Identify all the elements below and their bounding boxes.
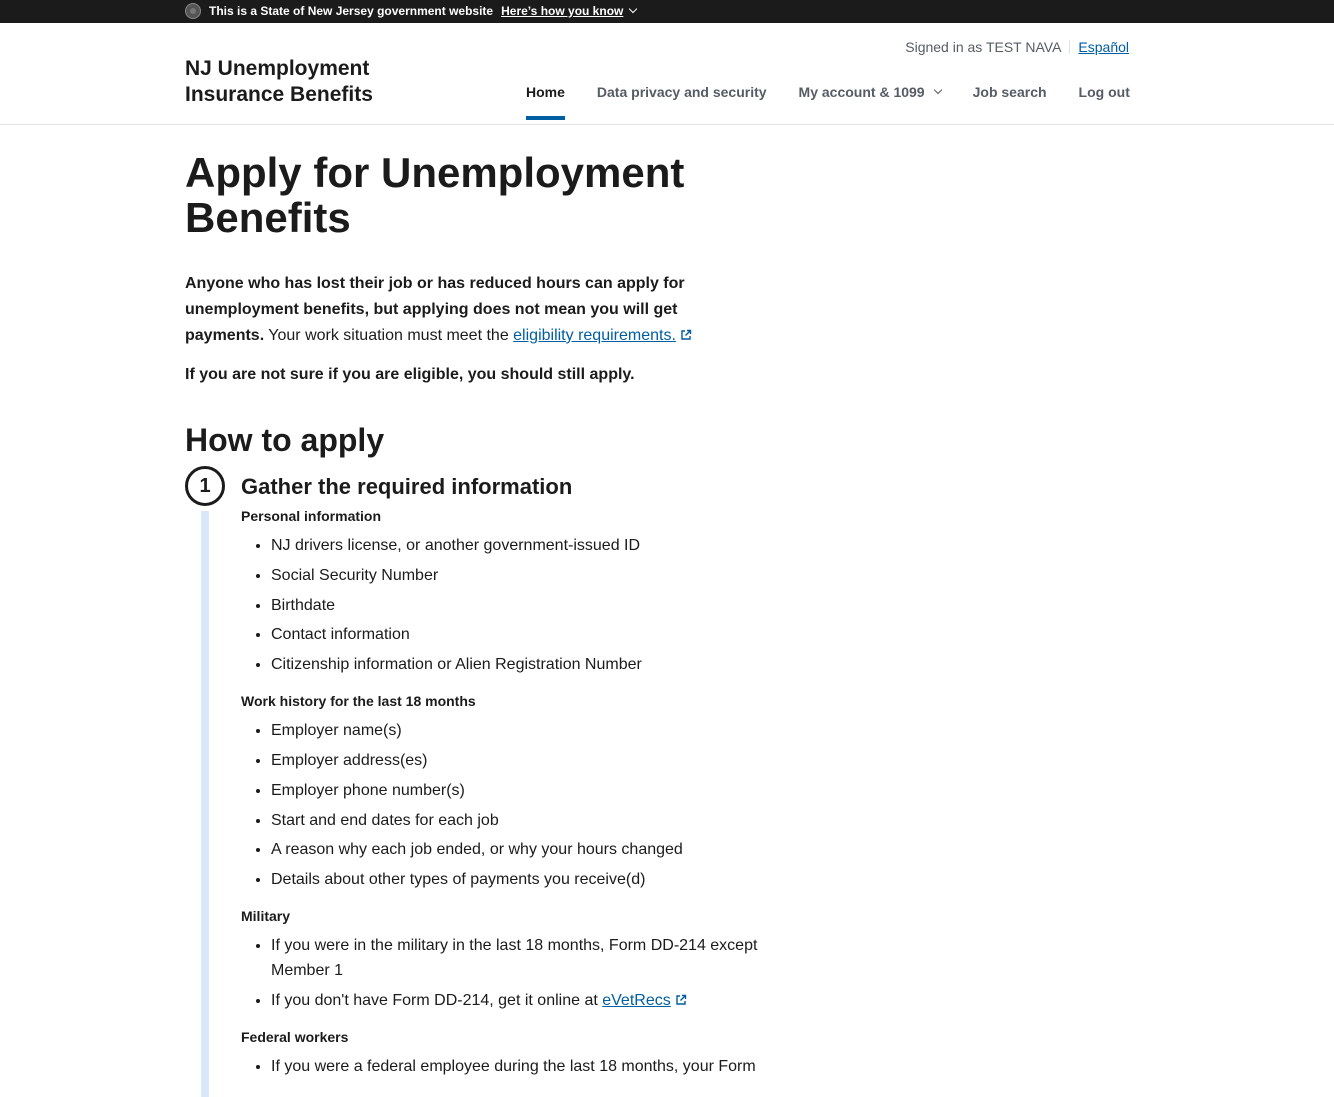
step-title: Gather the required information <box>241 474 573 499</box>
nav-my-account[interactable]: My account & 1099 <box>799 83 941 101</box>
step-number-badge: 1 <box>185 466 225 506</box>
list-item: • Contact information <box>271 622 801 647</box>
list-item: • Employer address(es) <box>271 748 801 773</box>
external-link-icon <box>680 329 692 341</box>
site-title[interactable]: NJ Unemployment Insurance Benefits <box>185 57 373 106</box>
federal-workers-list <box>241 1054 801 1079</box>
nav-home[interactable]: Home <box>526 84 565 100</box>
list-item: • If you were in the military in the last 18 months, Form DD-214 except Member 1 <box>271 933 801 983</box>
list-item: • If you don't have Form DD-214, get it online at eVetRecs <box>271 988 801 1013</box>
chevron-down-icon <box>629 5 637 13</box>
personal-info-heading: Personal information <box>241 508 382 524</box>
nj-seal-icon <box>185 3 201 19</box>
military-heading: Military <box>241 908 291 925</box>
work-history-list <box>241 718 801 892</box>
main-content <box>185 149 785 1075</box>
chevron-down-icon <box>933 86 941 94</box>
nav-job-search[interactable]: Job search <box>972 84 1047 100</box>
utility-bar <box>905 39 1129 55</box>
list-item: • Employer phone number(s) <box>271 778 801 803</box>
site-header <box>0 23 1334 125</box>
list-item: • Start and end dates for each job <box>271 808 801 833</box>
list-item: • If you were a federal employee during the last 18 months, your Form <box>271 1054 801 1079</box>
list-item: • Birthdate <box>271 593 801 618</box>
list-item: • Social Security Number <box>271 563 801 588</box>
nav-data-privacy[interactable]: Data privacy and security <box>596 84 767 100</box>
list-item: • NJ drivers license, or another government-issued ID <box>271 533 801 558</box>
primary-nav <box>526 83 1130 101</box>
external-link-icon <box>675 994 687 1006</box>
how-to-apply-heading: How to apply <box>185 422 385 458</box>
list-item: • Details about other types of payments you receive(d) <box>271 867 801 892</box>
step-connector <box>201 511 209 1097</box>
intro-paragraph: Anyone who has lost their job or has reduced hours can apply for unemployment benefits, but applying does not mean you will get payments. Your work situation must meet the eligibility requirements. <box>185 271 745 349</box>
military-list <box>241 933 801 1013</box>
divider <box>1069 40 1070 54</box>
evetrecs-link[interactable]: eVetRecs <box>602 992 686 1009</box>
list-item: • Citizenship information or Alien Registration Number <box>271 652 801 677</box>
federal-workers-heading: Federal workers <box>241 1028 349 1045</box>
gov-banner-text: This is a State of New Jersey government website <box>209 4 494 18</box>
eligibility-note: If you are not sure if you are eligible, you should still apply. <box>185 366 635 383</box>
eligibility-requirements-link[interactable]: eligibility requirements. <box>513 327 692 344</box>
nav-log-out[interactable]: Log out <box>1078 84 1130 100</box>
list-item: • A reason why each job ended, or why your hours changed <box>271 837 801 862</box>
heres-how-you-know-link[interactable]: Here’s how you know <box>501 4 636 18</box>
language-toggle-link[interactable]: Español <box>1078 39 1129 55</box>
gov-banner <box>0 0 1334 23</box>
page-title: Apply for Unemployment Benefits <box>185 149 685 241</box>
signed-in-text: Signed in as TEST NAVA <box>905 39 1062 55</box>
personal-info-list <box>241 533 801 677</box>
work-history-heading: Work history for the last 18 months <box>241 693 476 710</box>
list-item: • Employer name(s) <box>271 718 801 743</box>
